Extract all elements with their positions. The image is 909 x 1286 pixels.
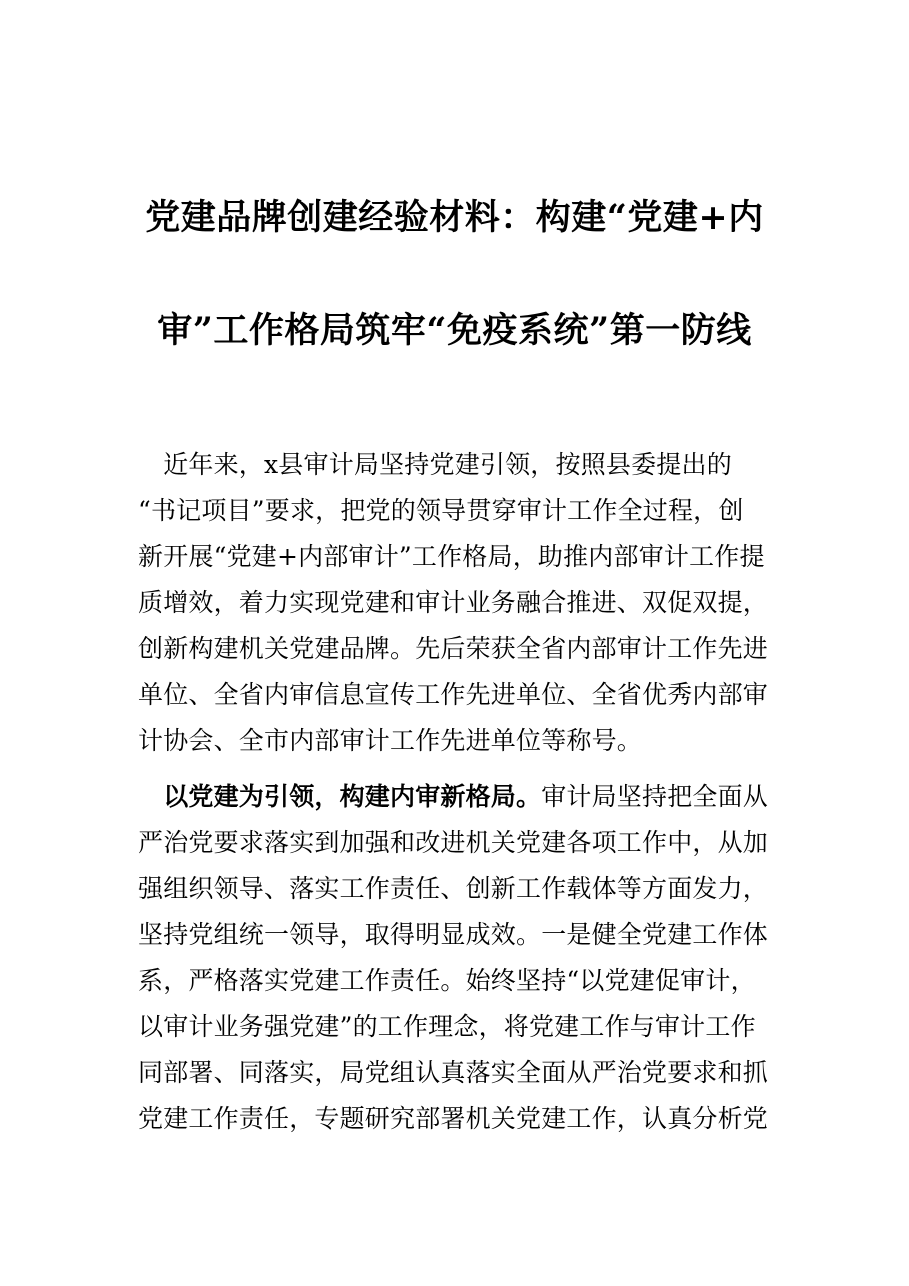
paragraph-line: 强组织领导、落实工作责任、创新工作载体等方面发力，	[138, 874, 769, 903]
paragraph-line: 同部署、同落实，局党组认真落实全面从严治党要求和抓	[138, 1058, 769, 1087]
paragraph-line: 质增效，着力实现党建和审计业务融合推进、双促双提，	[138, 588, 769, 617]
paragraph-line: 近年来，x县审计局坚持党建引领，按照县委提出的	[138, 450, 732, 479]
paragraph-line: 计协会、全市内部审计工作先进单位等称号。	[138, 726, 643, 755]
paragraph-line: 新开展“党建+内部审计”工作格局，助推内部审计工作提	[138, 542, 765, 571]
paragraph-line	[138, 774, 768, 820]
document-title-line-2: 审”工作格局筑牢“免疫系统”第一防线	[157, 310, 752, 351]
paragraph-line: 以审计业务强党建”的工作理念，将党建工作与审计工作	[138, 1012, 756, 1041]
paragraph-line: 系，严格落实党建工作责任。始终坚持“以党建促审计，	[138, 966, 756, 995]
paragraph-line: 严治党要求落实到加强和改进机关党建各项工作中，从加	[138, 828, 769, 857]
paragraph-line: 单位、全省内审信息宣传工作先进单位、全省优秀内部审	[138, 680, 769, 709]
paragraph-line: 创新构建机关党建品牌。先后荣获全省内部审计工作先进	[138, 634, 769, 663]
document-title-line-1: 党建品牌创建经验材料：构建“党建+内	[145, 197, 764, 238]
paragraph-line: 党建工作责任，专题研究部署机关党建工作，认真分析党	[138, 1104, 769, 1133]
paragraph-line: “书记项目”要求，把党的领导贯穿审计工作全过程，创	[138, 496, 744, 525]
paragraph-line: 坚持党组统一领导，取得明显成效。一是健全党建工作体	[138, 920, 769, 949]
paragraph-lead-heading: 以党建为引领，构建内审新格局。	[138, 782, 542, 811]
paragraph-line-rest: 审计局坚持把全面从	[541, 782, 769, 811]
